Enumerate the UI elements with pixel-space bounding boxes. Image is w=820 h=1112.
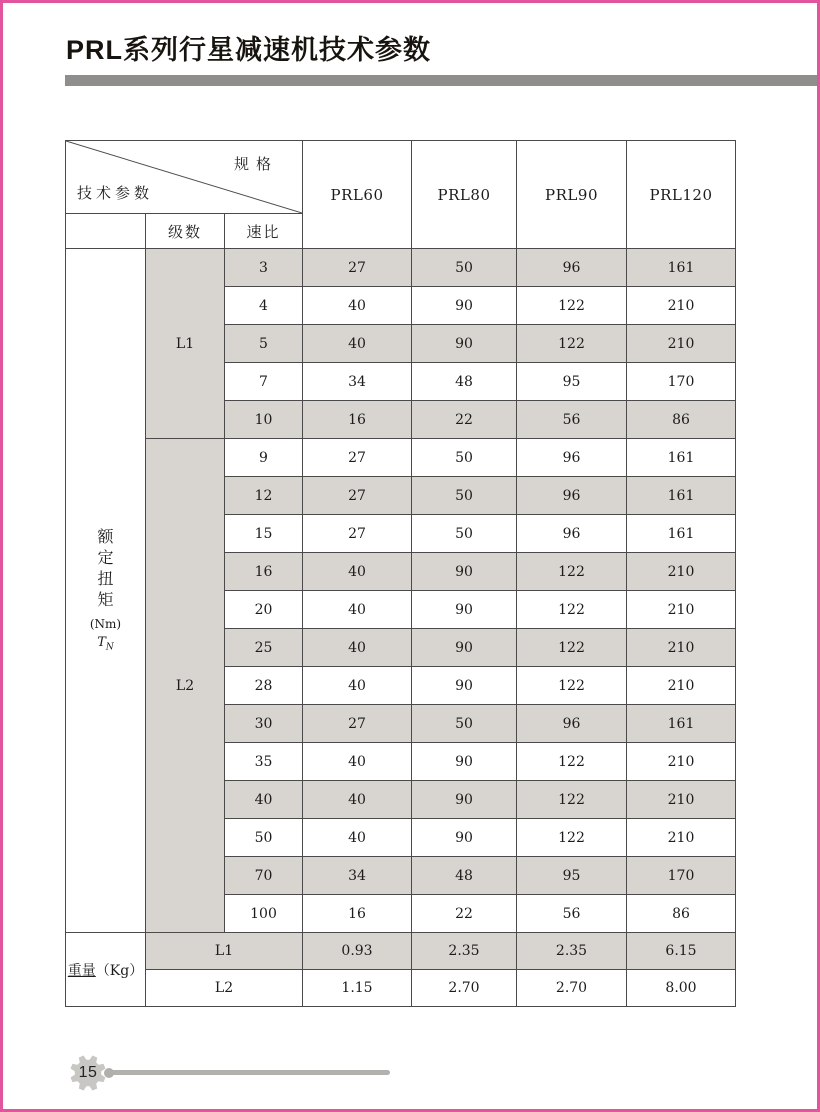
page-number: 15 (78, 1064, 98, 1081)
value-cell: 40 (303, 819, 412, 857)
value-cell: 122 (517, 781, 627, 819)
weight-label-cell (66, 933, 146, 1007)
torque-symbol-letter: T (97, 635, 106, 651)
value-cell: 96 (517, 705, 627, 743)
ratio-cell: 28 (225, 667, 303, 705)
stage-cell: L1 (146, 249, 225, 439)
ratio-cell: 40 (225, 781, 303, 819)
ratio-cell: 100 (225, 895, 303, 933)
ratio-cell: 70 (225, 857, 303, 895)
diagonal-box (66, 141, 302, 213)
title-underline-bar (65, 75, 820, 86)
ratio-cell: 20 (225, 591, 303, 629)
value-cell: 122 (517, 325, 627, 363)
value-cell: 27 (303, 705, 412, 743)
column-header-prl60: PRL60 (303, 141, 412, 249)
value-cell: 90 (412, 781, 517, 819)
value-cell: 122 (517, 553, 627, 591)
ratio-cell: 35 (225, 743, 303, 781)
value-cell: 50 (412, 249, 517, 287)
footer-rule-line (110, 1070, 390, 1075)
value-cell: 96 (517, 249, 627, 287)
column-header-prl120: PRL120 (627, 141, 736, 249)
ratio-cell: 25 (225, 629, 303, 667)
ratio-cell: 5 (225, 325, 303, 363)
weight-label: 重量 (67, 962, 96, 979)
value-cell: 90 (412, 325, 517, 363)
value-cell: 16 (303, 895, 412, 933)
weight-unit: （Kg） (95, 962, 144, 979)
value-cell: 90 (412, 819, 517, 857)
page-number-badge (69, 1054, 107, 1092)
weight-value-cell: 6.15 (627, 933, 736, 970)
diagonal-header-cell (66, 141, 303, 214)
value-cell: 210 (627, 553, 736, 591)
torque-char: 定 (97, 548, 114, 568)
table-body (66, 249, 736, 1007)
value-cell: 40 (303, 553, 412, 591)
value-cell: 40 (303, 591, 412, 629)
page-title: PRL系列行星减速机技术参数 (66, 35, 431, 65)
column-header-prl90: PRL90 (517, 141, 627, 249)
weight-value-cell: 0.93 (303, 933, 412, 970)
value-cell: 95 (517, 857, 627, 895)
subheader-ratio: 速比 (225, 214, 303, 249)
value-cell: 50 (412, 515, 517, 553)
value-cell: 210 (627, 629, 736, 667)
value-cell: 210 (627, 591, 736, 629)
ratio-cell: 4 (225, 287, 303, 325)
value-cell: 90 (412, 629, 517, 667)
torque-char: 矩 (97, 590, 114, 610)
value-cell: 122 (517, 591, 627, 629)
weight-value-cell: 2.70 (412, 970, 517, 1007)
value-cell: 56 (517, 895, 627, 933)
subheader-stage: 级数 (146, 214, 225, 249)
value-cell: 161 (627, 515, 736, 553)
ratio-cell: 9 (225, 439, 303, 477)
value-cell: 22 (412, 895, 517, 933)
weight-value-cell: 8.00 (627, 970, 736, 1007)
corner-label-tech-params: 技术参数 (77, 184, 154, 202)
value-cell: 170 (627, 857, 736, 895)
value-cell: 210 (627, 667, 736, 705)
value-cell: 27 (303, 439, 412, 477)
torque-vertical-label (97, 526, 113, 610)
value-cell: 122 (517, 743, 627, 781)
value-cell: 90 (412, 743, 517, 781)
value-cell: 34 (303, 363, 412, 401)
value-cell: 161 (627, 439, 736, 477)
spec-table (65, 140, 736, 1007)
weight-row (66, 933, 736, 970)
value-cell: 210 (627, 743, 736, 781)
torque-unit: (Nm) (89, 617, 122, 632)
value-cell: 95 (517, 363, 627, 401)
value-cell: 86 (627, 895, 736, 933)
weight-stage-cell: L1 (146, 933, 303, 970)
value-cell: 27 (303, 477, 412, 515)
ratio-cell: 16 (225, 553, 303, 591)
value-cell: 210 (627, 325, 736, 363)
table-header-row-1 (66, 141, 736, 214)
value-cell: 27 (303, 249, 412, 287)
value-cell: 96 (517, 477, 627, 515)
torque-symbol (66, 636, 145, 655)
weight-value-cell: 1.15 (303, 970, 412, 1007)
value-cell: 48 (412, 857, 517, 895)
value-cell: 210 (627, 287, 736, 325)
weight-value-cell: 2.35 (412, 933, 517, 970)
value-cell: 34 (303, 857, 412, 895)
torque-char: 额 (97, 527, 114, 547)
value-cell: 170 (627, 363, 736, 401)
value-cell: 48 (412, 363, 517, 401)
value-cell: 122 (517, 819, 627, 857)
value-cell: 40 (303, 325, 412, 363)
ratio-cell: 50 (225, 819, 303, 857)
value-cell: 40 (303, 287, 412, 325)
weight-stage-cell: L2 (146, 970, 303, 1007)
empty-header-cell (66, 214, 146, 249)
value-cell: 22 (412, 401, 517, 439)
ratio-cell: 10 (225, 401, 303, 439)
value-cell: 96 (517, 439, 627, 477)
value-cell: 161 (627, 705, 736, 743)
ratio-cell: 15 (225, 515, 303, 553)
column-header-prl80: PRL80 (412, 141, 517, 249)
value-cell: 90 (412, 667, 517, 705)
weight-value-cell: 2.70 (517, 970, 627, 1007)
value-cell: 86 (627, 401, 736, 439)
stage-cell: L2 (146, 439, 225, 933)
value-cell: 122 (517, 667, 627, 705)
value-cell: 40 (303, 629, 412, 667)
value-cell: 56 (517, 401, 627, 439)
value-cell: 16 (303, 401, 412, 439)
value-cell: 50 (412, 477, 517, 515)
value-cell: 40 (303, 667, 412, 705)
value-cell: 50 (412, 439, 517, 477)
value-cell: 210 (627, 819, 736, 857)
ratio-cell: 12 (225, 477, 303, 515)
value-cell: 40 (303, 781, 412, 819)
value-cell: 90 (412, 287, 517, 325)
ratio-cell: 30 (225, 705, 303, 743)
torque-label-cell (66, 249, 146, 933)
value-cell: 210 (627, 781, 736, 819)
value-cell: 50 (412, 705, 517, 743)
value-cell: 161 (627, 477, 736, 515)
value-cell: 122 (517, 287, 627, 325)
value-cell: 96 (517, 515, 627, 553)
value-cell: 27 (303, 515, 412, 553)
torque-char: 扭 (97, 569, 114, 589)
value-cell: 40 (303, 743, 412, 781)
weight-value-cell: 2.35 (517, 933, 627, 970)
value-cell: 161 (627, 249, 736, 287)
torque-symbol-subscript: N (105, 642, 114, 653)
weight-row (66, 970, 736, 1007)
ratio-cell: 7 (225, 363, 303, 401)
value-cell: 90 (412, 553, 517, 591)
value-cell: 90 (412, 591, 517, 629)
table-row (66, 439, 736, 477)
table-row (66, 249, 736, 287)
value-cell: 122 (517, 629, 627, 667)
corner-label-spec: 规格 (234, 155, 279, 173)
ratio-cell: 3 (225, 249, 303, 287)
